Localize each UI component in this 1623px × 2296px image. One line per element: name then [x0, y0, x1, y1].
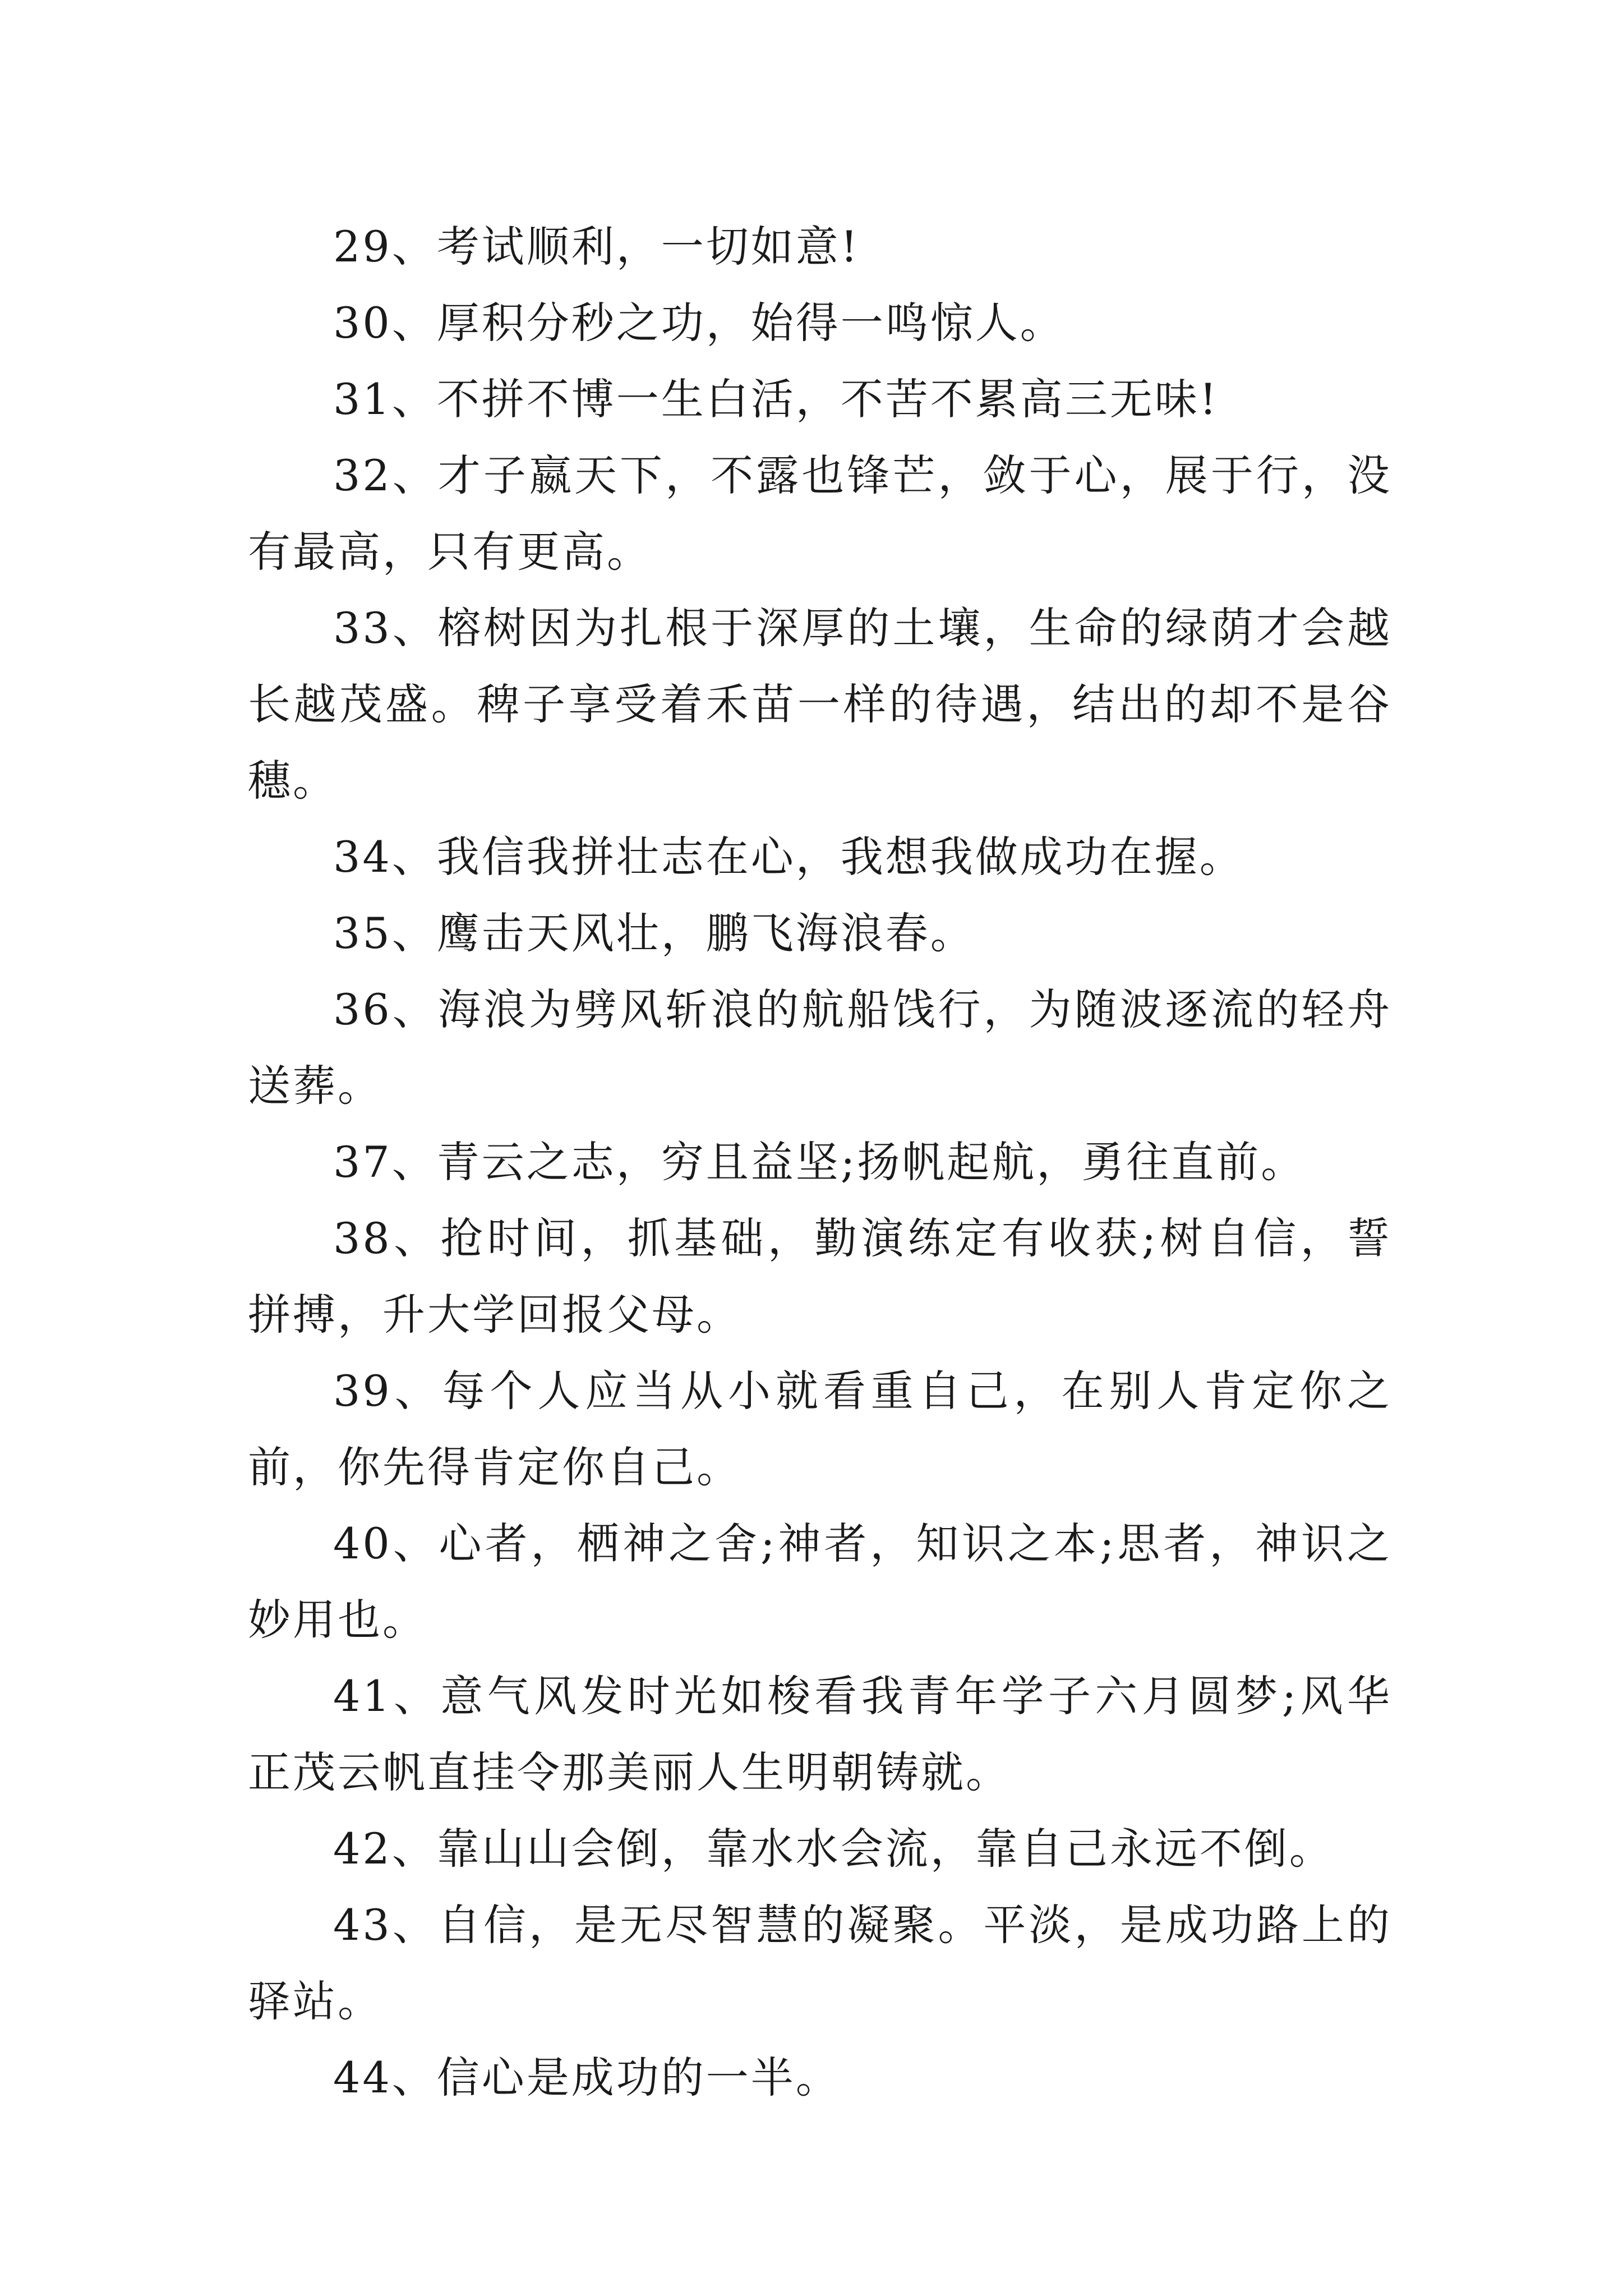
paragraph-43: 43、自信，是无尽智慧的凝聚。平淡，是成功路上的驿站。 [248, 1900, 1392, 2026]
paragraph-35: 35、鹰击天风壮，鹏飞海浪春。 [333, 908, 975, 958]
paragraph-31: 31、不拼不博一生白活，不苦不累高三无味! [333, 374, 1219, 424]
paragraph-42: 42、靠山山会倒，靠水水会流，靠自己永远不倒。 [333, 1824, 1334, 1874]
document-body [248, 209, 1392, 2116]
paragraph-39: 39、每个人应当从小就看重自己，在别人肯定你之前，你先得肯定你自己。 [248, 1366, 1392, 1492]
paragraph-34: 34、我信我拼壮志在心，我想我做成功在握。 [333, 832, 1244, 882]
paragraph-32: 32、才子嬴天下，不露也锋芒，敛于心，展于行，没有最高，只有更高。 [248, 450, 1392, 577]
paragraph-36: 36、海浪为劈风斩浪的航船饯行，为随波逐流的轻舟送葬。 [248, 984, 1392, 1111]
paragraph-41: 41、意气风发时光如梭看我青年学子六月圆梦;风华正茂云帆直挂令那美丽人生明朝铸就。 [248, 1671, 1392, 1797]
paragraph-38: 38、抢时间，抓基础，勤演练定有收获;树自信，誓拼搏，升大学回报父母。 [248, 1213, 1392, 1340]
paragraph-33: 33、榕树因为扎根于深厚的土壤，生命的绿荫才会越长越茂盛。稗子享受着禾苗一样的待遇，结出的却不是谷穗。 [248, 603, 1392, 806]
paragraph-40: 40、心者，栖神之舍;神者，知识之本;思者，神识之妙用也。 [248, 1519, 1392, 1645]
paragraph-30: 30、厚积分秒之功，始得一鸣惊人。 [333, 298, 1065, 348]
paragraph-37: 37、青云之志，穷且益坚;扬帆起航，勇往直前。 [333, 1137, 1306, 1187]
paragraph-29: 29、考试顺利，一切如意! [333, 222, 860, 272]
paragraph-44: 44、信心是成功的一半。 [333, 2053, 841, 2102]
